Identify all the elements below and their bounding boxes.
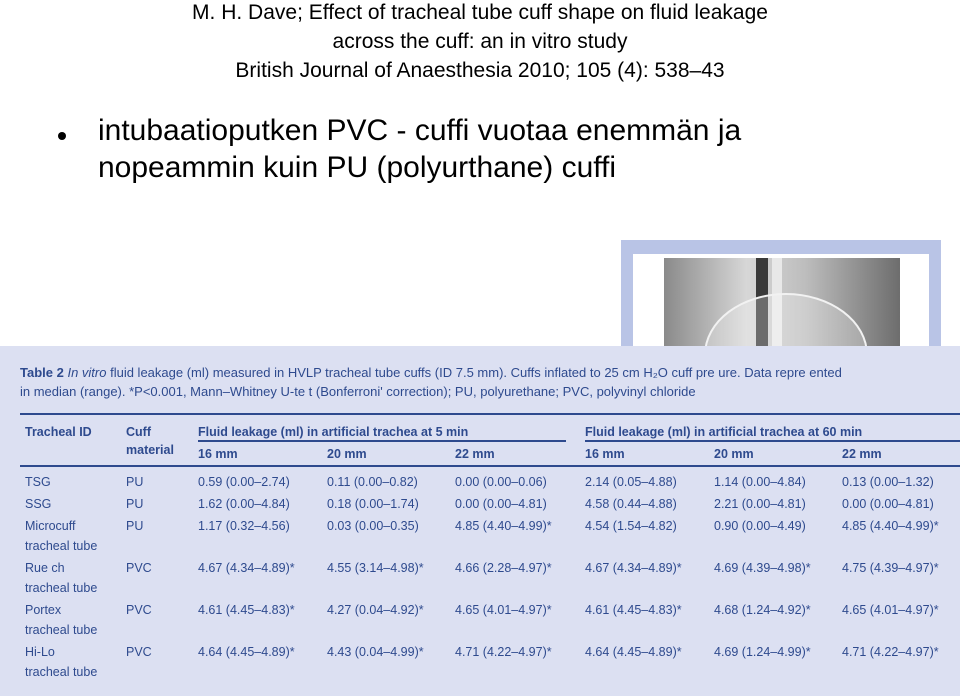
group-rule-60min [585, 440, 960, 442]
bullet-line-1: intubaatioputken PVC - cuffi vuotaa enemmän ja [98, 114, 742, 147]
row-value: 4.75 (4.39–4.97)* [842, 561, 939, 575]
header-size: 16 mm [585, 447, 625, 461]
row-value: 4.27 (0.04–4.92)* [327, 603, 424, 617]
row-name-sub: tracheal tube [25, 539, 98, 553]
bullet-dot-icon [58, 132, 66, 140]
table-rule-top [20, 413, 960, 415]
row-name: TSG [25, 475, 51, 489]
citation-line-2: across the cuff: an in vitro study [332, 30, 628, 53]
row-value: 0.11 (0.00–0.82) [327, 475, 418, 489]
row-value: 4.66 (2.28–4.97)* [455, 561, 552, 575]
bullet-line-2: nopeammin kuin PU (polyurthane) cuffi [98, 151, 617, 184]
row-value: 0.00 (0.00–4.81) [455, 497, 547, 511]
row-value: 4.61 (4.45–4.83)* [198, 603, 295, 617]
row-value: 4.71 (4.22–4.97)* [842, 645, 939, 659]
header-size: 20 mm [327, 447, 367, 461]
row-value: 0.13 (0.00–1.32) [842, 475, 934, 489]
row-value: 4.85 (4.40–4.99)* [842, 519, 939, 533]
header-cuff: Cuff [126, 425, 151, 439]
row-name-sub: tracheal tube [25, 581, 98, 595]
caption-text-2: in median (range). *P<0.001, Mann–Whitney U-te t (Bonferroni' correction); PU, polyurethane; PVC, polyvinyl chloride [20, 384, 696, 399]
row-value: 0.03 (0.00–0.35) [327, 519, 419, 533]
cuff-photo [664, 258, 900, 358]
caption-italic: In vitro [67, 365, 107, 380]
row-value: 4.58 (0.44–4.88) [585, 497, 677, 511]
row-value: 1.62 (0.00–4.84) [198, 497, 290, 511]
row-value: 4.43 (0.04–4.99)* [327, 645, 424, 659]
table-caption [20, 363, 960, 401]
row-value: 0.00 (0.00–4.81) [842, 497, 934, 511]
caption-text-1: fluid leakage (ml) measured in HVLP tracheal tube cuffs (ID 7.5 mm). Cuffs inflated to 25 cm H₂O cuff pre ure. Data repre ented [106, 365, 842, 380]
row-material: PU [126, 497, 144, 511]
row-material: PU [126, 475, 144, 489]
header-size: 22 mm [842, 447, 882, 461]
header-cuff-material: material [126, 443, 174, 457]
row-value: 0.18 (0.00–1.74) [327, 497, 419, 511]
table-label: Table 2 [20, 365, 64, 380]
row-value: 0.90 (0.00–4.49) [714, 519, 806, 533]
row-value: 0.00 (0.00–0.06) [455, 475, 547, 489]
header-group-60min: Fluid leakage (ml) in artificial trachea at 60 min [585, 425, 863, 439]
row-value: 4.61 (4.45–4.83)* [585, 603, 682, 617]
row-value: 4.65 (4.01–4.97)* [455, 603, 552, 617]
row-value: 2.14 (0.05–4.88) [585, 475, 677, 489]
row-value: 4.67 (4.34–4.89)* [585, 561, 682, 575]
row-name: SSG [25, 497, 52, 511]
bullet-text [98, 112, 741, 186]
row-name: Portex [25, 603, 62, 617]
header-size: 22 mm [455, 447, 495, 461]
citation-line-1: M. H. Dave; Effect of tracheal tube cuff shape on fluid leakage [192, 1, 768, 24]
row-name: Hi-Lo [25, 645, 55, 659]
row-name: Rue ch [25, 561, 65, 575]
row-name-sub: tracheal tube [25, 665, 98, 679]
row-material: PVC [126, 645, 152, 659]
citation-line-3: British Journal of Anaesthesia 2010; 105 (4): 538–43 [235, 59, 725, 82]
row-value: 2.21 (0.00–4.81) [714, 497, 806, 511]
row-name-sub: tracheal tube [25, 623, 98, 637]
row-value: 4.68 (1.24–4.92)* [714, 603, 811, 617]
table-rule-header [20, 465, 960, 467]
row-material: PVC [126, 603, 152, 617]
row-value: 4.69 (1.24–4.99)* [714, 645, 811, 659]
row-value: 4.67 (4.34–4.89)* [198, 561, 295, 575]
row-material: PVC [126, 561, 152, 575]
row-value: 4.64 (4.45–4.89)* [198, 645, 295, 659]
row-value: 4.54 (1.54–4.82) [585, 519, 677, 533]
header-size: 16 mm [198, 447, 238, 461]
table-panel [0, 346, 960, 696]
row-name: Microcuff [25, 519, 76, 533]
row-value: 4.65 (4.01–4.97)* [842, 603, 939, 617]
header-group-5min: Fluid leakage (ml) in artificial trachea at 5 min [198, 425, 469, 439]
header-tracheal-id: Tracheal ID [25, 425, 92, 439]
citation-header [0, 0, 960, 85]
group-rule-5min [198, 440, 566, 442]
row-value: 0.59 (0.00–2.74) [198, 475, 290, 489]
row-value: 1.14 (0.00–4.84) [714, 475, 806, 489]
row-material: PU [126, 519, 144, 533]
row-value: 4.69 (4.39–4.98)* [714, 561, 811, 575]
row-value: 1.17 (0.32–4.56) [198, 519, 290, 533]
row-value: 4.85 (4.40–4.99)* [455, 519, 552, 533]
row-value: 4.71 (4.22–4.97)* [455, 645, 552, 659]
row-value: 4.55 (3.14–4.98)* [327, 561, 424, 575]
header-size: 20 mm [714, 447, 754, 461]
row-value: 4.64 (4.45–4.89)* [585, 645, 682, 659]
